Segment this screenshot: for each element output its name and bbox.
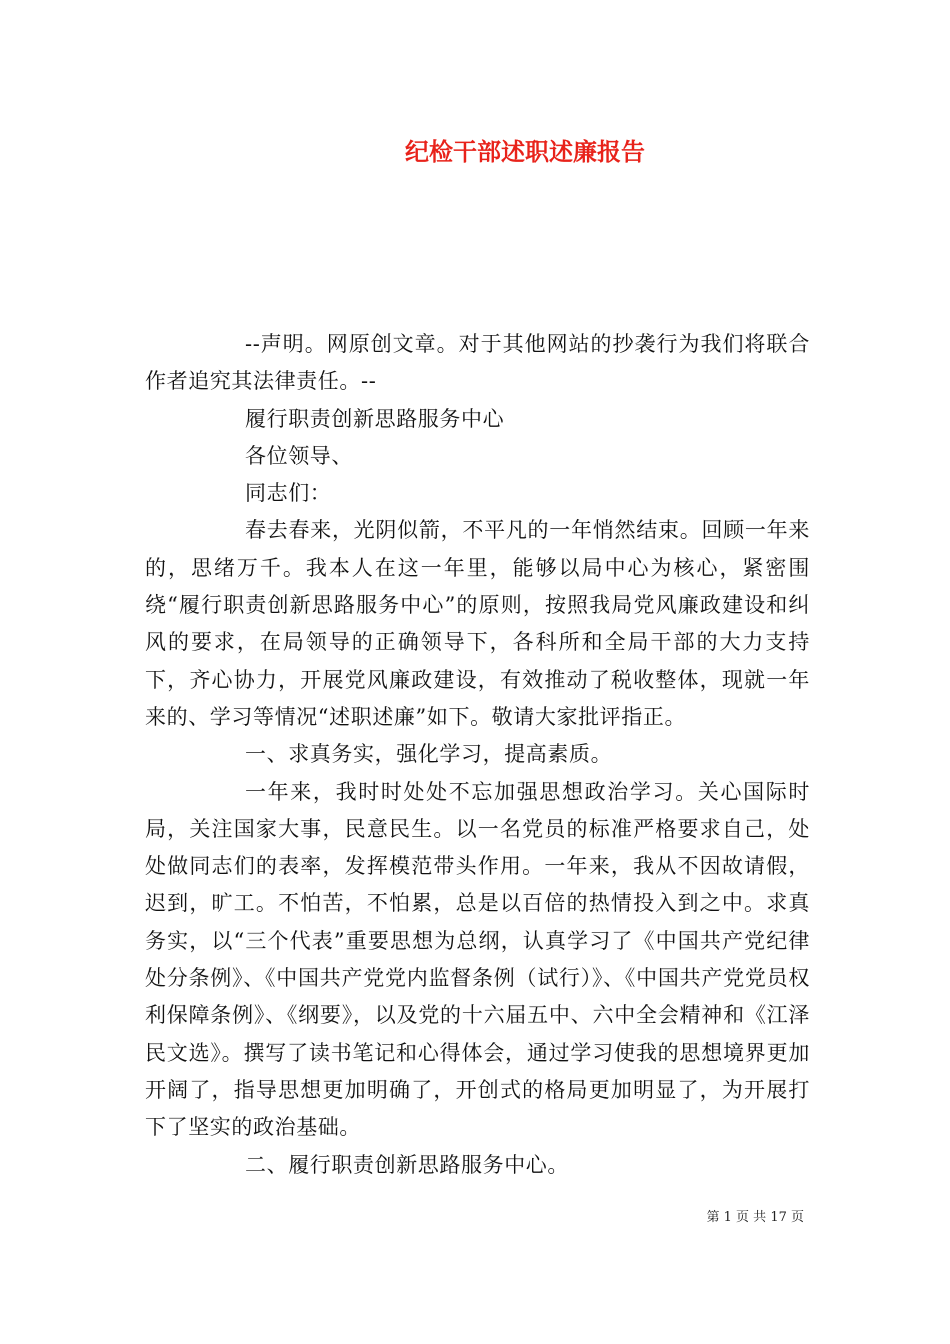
section-heading-1: 一、求真务实，强化学习，提高素质。	[245, 742, 613, 767]
salutation-comrades: 同志们：	[245, 481, 332, 506]
report-subtitle: 履行职责创新思路服务中心	[245, 406, 505, 431]
section-heading-2: 二、履行职责创新思路服务中心。	[245, 1152, 569, 1177]
copyright-notice: --声明。网原创文章。对于其他网站的抄袭行为我们将联合作者追究其法律责任。--	[145, 332, 810, 394]
document-body	[145, 326, 810, 1184]
page-number: 第 1 页 共 17 页	[706, 1210, 804, 1225]
document-title: 纪检干部述职述廉报告	[405, 137, 645, 166]
salutation-leaders: 各位领导、	[245, 443, 353, 468]
intro-paragraph: 春去春来，光阴似箭，不平凡的一年悄然结束。回顾一年来的，思绪万千。我本人在这一年里，能够以局中心为核心，紧密围绕“履行职责创新思路服务中心”的原则，按照我局党风廉政建设和纠风的要求，在局领导的正确领导下，各科所和全局干部的大力支持下，齐心协力，开展党风廉政建设，有效推动了税收整体，现就一年来的、学习等情况“述职述廉”如下。敬请大家批评指正。	[145, 518, 810, 729]
section-1-paragraph: 一年来，我时时处处不忘加强思想政治学习。关心国际时局，关注国家大事，民意民生。以一名党员的标准严格要求自己，处处做同志们的表率，发挥模范带头作用。一年来，我从不因故请假，迟到，旷工。不怕苦，不怕累，总是以百倍的热情投入到之中。求真务实，以“三个代表”重要思想为总纲，认真学习了《中国共产党纪律处分条例》、《中国共产党党内监督条例（试行）》、《中国共产党党员权利保障条例》、《纲要》，以及党的十六届五中、六中全会精神和《江泽民文选》。撰写了读书笔记和心得体会，通过学习使我的思想境界更加开阔了，指导思想更加明确了，开创式的格局更加明显了，为开展打下了坚实的政治基础。	[145, 779, 810, 1140]
